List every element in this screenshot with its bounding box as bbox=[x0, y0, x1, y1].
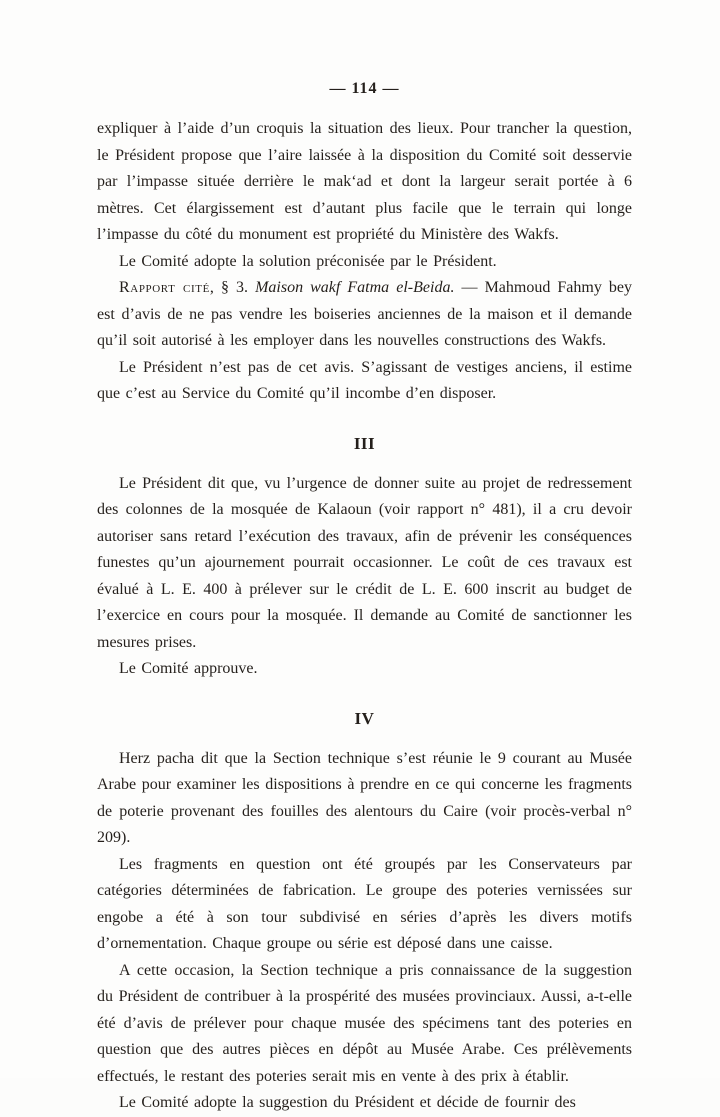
report-body-text: — Mahmoud Fahmy bey est d’avis de ne pas vendre les boiseries anciennes de la maison et il demande qu’il soit autorisé à les employer dans les nouvelles constructions des Wakfs. bbox=[97, 279, 633, 349]
report-label: Rapport cité bbox=[119, 279, 210, 296]
paragraph-continuation: expliquer à l’aide d’un croquis la situation des lieux. Pour trancher la question, le Président propose que l’aire laissée à la disposition du Comité soit desservie par l’impasse située derrière le mak‘ad et dont la largeur serait portée à 6 mètres. Cet élargissement est d’autant plus facile que le terrain qui longe l’impasse du côté du monument est propriété du Ministère des Wakfs. bbox=[97, 120, 632, 243]
report-title: Maison wakf Fatma el-Beida. bbox=[255, 279, 455, 296]
paragraph-president-opinion: Le Président n’est pas de cet avis. S’agissant de vestiges anciens, il estime que c’est au Service du Comité qu’il incombe d’en disposer. bbox=[97, 358, 632, 402]
paragraph-provincial-museums: A cette occasion, la Section technique a pris connaissance de la suggestion du Président de contribuer à la prospérité des musées provinciaux. Aussi, a-t-elle été d’avis de prélever pour chaque musée des spécimens tant des poteries en question que des autres pièces en dépôt au Musée Arabe. Ces prélèvements effectués, le restant des poteries serait mis en vente à des prix à établir. bbox=[97, 961, 632, 1085]
report-section-ref: , § 3. bbox=[209, 279, 256, 296]
paragraph-fragments-grouping: Les fragments en question ont été groupés par les Conservateurs par catégories déterminées de fabrication. Le groupe des poteries vernissées sur engobe a été à son tour subdivisé en séries d’après les divers motifs d’ornementation. Chaque groupe ou série est déposé dans une caisse. bbox=[97, 855, 632, 952]
paragraph-final-decision: Le Comité adopte la suggestion du Président et décide de fournir des bbox=[119, 1094, 576, 1111]
section-heading-iii: III bbox=[353, 433, 376, 453]
paragraph-herz-pacha: Herz pacha dit que la Section technique s’est réunie le 9 courant au Musée Arabe pour examiner les dispositions à prendre en ce qui concerne les fragments de poterie provenant des fouilles des alentours du Caire (voir procès-verbal n° 209). bbox=[97, 749, 632, 846]
paragraph-committee-decision: Le Comité adopte la solution préconisée par le Président. bbox=[119, 252, 497, 270]
paragraph-kalaoun-works: Le Président dit que, vu l’urgence de donner suite au projet de redressement des colonnes de la mosquée de Kalaoun (voir rapport n° 481), il a cru devoir autoriser sans retard l’exécution des travaux, afin de prévenir les conséquences funestes qu’un ajournement pourrait occasionner. Le coût de ces travaux est évalué à L. E. 400 à prélever sur le crédit de L. E. 600 inscrit au budget de l’exercice en cours pour la mosquée. Il demande au Comité de sanctionner les mesures prises. bbox=[97, 474, 632, 651]
page-number: — 114 — bbox=[329, 80, 400, 97]
section-heading-iv: IV bbox=[354, 708, 375, 728]
paragraph-committee-approval: Le Comité approuve. bbox=[119, 660, 258, 677]
paragraph-report-cite bbox=[97, 275, 632, 355]
